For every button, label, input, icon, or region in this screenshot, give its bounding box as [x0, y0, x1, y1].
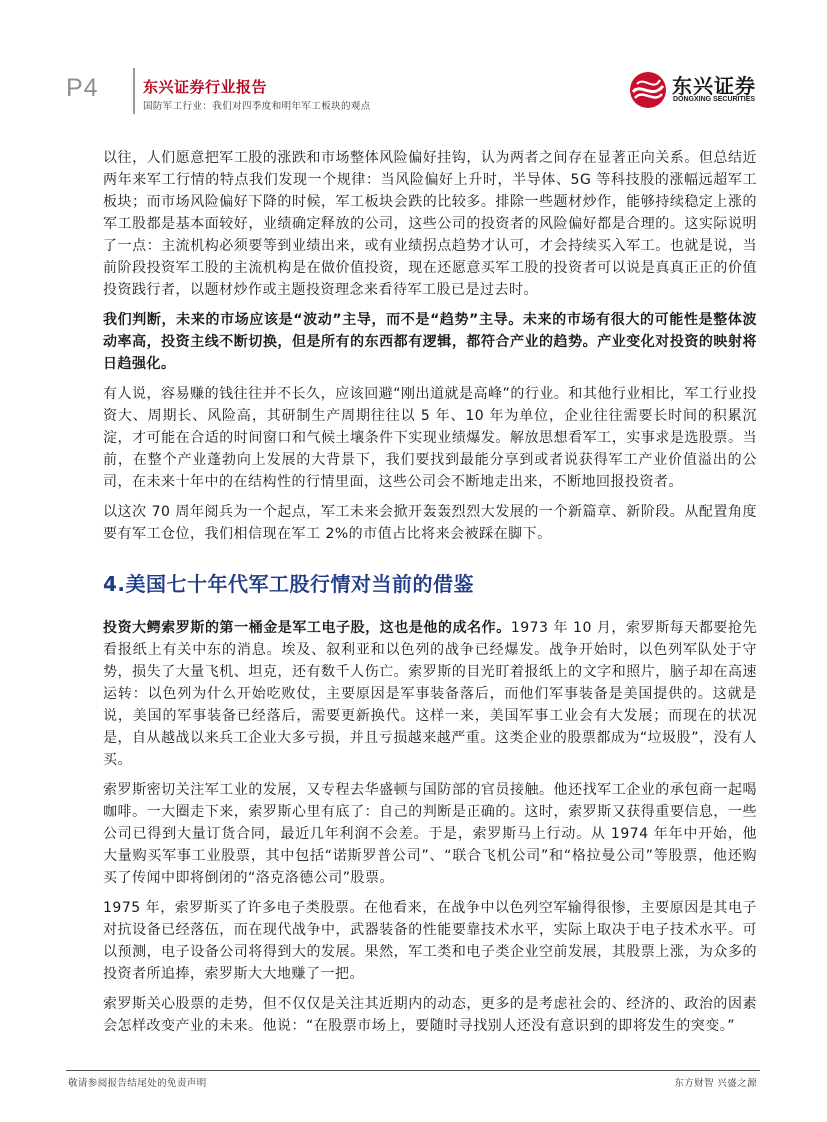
company-logo — [628, 68, 763, 112]
report-body — [103, 147, 757, 1045]
paragraph-4: 以这次 70 周年阅兵为一个起点，军工未来会掀开轰轰烈烈大发展的一个新篇章、新阶段。从配置角度要有军工仓位，我们相信现在军工 2%的市值占比将来会被踩在脚下。 — [103, 504, 757, 542]
logo-wordmark-cn: 东兴证券 — [672, 74, 756, 98]
paragraph-5-lead: 投资大鳄索罗斯的第一桶金是军工电子股，这也是他的成名作。 — [103, 620, 511, 636]
header-divider — [133, 68, 135, 114]
footer-disclaimer: 敬请参阅报告结尾处的免责声明 — [68, 1078, 207, 1089]
report-subtitle: 国防军工行业：我们对四季度和明年军工板块的观点 — [143, 101, 371, 112]
page-number-label: P4 — [66, 74, 99, 102]
paragraph-7: 1975 年，索罗斯买了许多电子类股票。在他看来，在战争中以色列空军输得很惨，主要原因是其电子对抗设备已经落伍，而在现代战争中，武器装备的性能要靠技术水平，实际上取决于电子技术水平。可以预测，电子设备公司将得到大的发展。果然，军工类和电子类企业空前发展，其股票上涨，为众多的投资者所追捧，索罗斯大大地赚了一把。 — [103, 900, 757, 982]
footer-slogan: 东方财智 兴盛之源 — [674, 1078, 757, 1089]
report-title: 东兴证券行业报告 — [143, 78, 268, 96]
paragraph-5-text: 1973 年 10 月，索罗斯每天都要抢先看报纸上有关中东的消息。埃及、叙利亚和以色列的战争已经爆发。战争开始时，以色列军队处于守势，损失了大量飞机、坦克，还有数千人伤亡。索罗斯的目光盯着报纸上的文字和照片，脑子却在高速运转：以色列为什么开始吃败仗，主要原因是军事装备落后，而他们军事装备是美国提供的。这就是说，美国的军事装备已经落后，需要更新换代。这样一来，美国军事工业会有大发展；而现在的状况是，自从越战以来兵工企业大多亏损，并且亏损越来越严重。这类企业的股票都成为“垃圾股”，没有人买。 — [103, 620, 758, 768]
paragraph-6: 索罗斯密切关注军工业的发展，又专程去华盛顿与国防部的官员接触。他还找军工企业的承包商一起喝咖啡。一大圈走下来，索罗斯心里有底了：自己的判断是正确的。这时，索罗斯又获得重要信息，一些公司已得到大量订货合同，最近几年利润不会差。于是，索罗斯马上行动。从 1974 年年中开始，他大量购买军事工业股票，其中包括“诺斯罗普公司”、“联合飞机公司”和“格拉曼公司”等股票，他还购买了传闻中即将倒闭的“洛克洛德公司”股票。 — [103, 782, 757, 886]
paragraph-5 — [103, 617, 757, 771]
footer-divider — [66, 1070, 760, 1071]
section-heading: 4.美国七十年代军工股行情对当前的借鉴 — [103, 572, 475, 596]
paragraph-3: 有人说，容易赚的钱往往并不长久，应该回避“刚出道就是高峰”的行业。和其他行业相比，军工行业投资大、周期长、风险高，其研制生产周期往往以 5 年、10 年为单位，企业往往需要长时间的积累沉淀，才可能在合适的时间窗口和气候土壤条件下实现业绩爆发。解放思想看军工，实事求是选股票。当前，在整个产业蓬勃向上发展的大背景下，我们要找到最能分享到或者说获得军工产业价值溢出的公司，在未来十年中的在结构性的行情里面，这些公司会不断地走出来，不断地回报投资者。 — [103, 386, 757, 490]
logo-wordmark-en: DONGXING SECURITIES — [673, 96, 756, 103]
paragraph-2-emphasis: 我们判断，未来的市场应该是“波动”主导，而不是“趋势”主导。未来的市场有很大的可能性是整体波动率高，投资主线不断切换，但是所有的东西都有逻辑，都符合产业的趋势。产业变化对投资的映射将日趋强化。 — [103, 312, 757, 372]
dongxing-logo-icon — [628, 70, 668, 110]
paragraph-8: 索罗斯关心股票的走势，但不仅仅是关注其近期内的动态，更多的是考虑社会的、经济的、政治的因素会怎样改变产业的未来。他说：“在股票市场上，要随时寻找别人还没有意识到的即将发生的突变。” — [103, 996, 757, 1034]
paragraph-1: 以往，人们愿意把军工股的涨跌和市场整体风险偏好挂钩，认为两者之间存在显著正向关系。但总结近两年来军工行情的特点我们发现一个规律：当风险偏好上升时，半导体、5G 等科技股的涨幅远超军工板块；而市场风险偏好下降的时候，军工板块会跌的比较多。排除一些题材炒作，能够持续稳定上涨的军工股都是基本面较好，业绩确定释放的公司，这些公司的投资者的风险偏好都是合理的。这实际说明了一点：主流机构必须要等到业绩出来，或有业绩拐点趋势才认可，才会持续买入军工。也就是说，当前阶段投资军工股的主流机构是在做价值投资，现在还愿意买军工股的投资者可以说是真真正正的价值投资践行者，以题材炒作或主题投资理念来看待军工股已是过去时。 — [103, 150, 757, 298]
